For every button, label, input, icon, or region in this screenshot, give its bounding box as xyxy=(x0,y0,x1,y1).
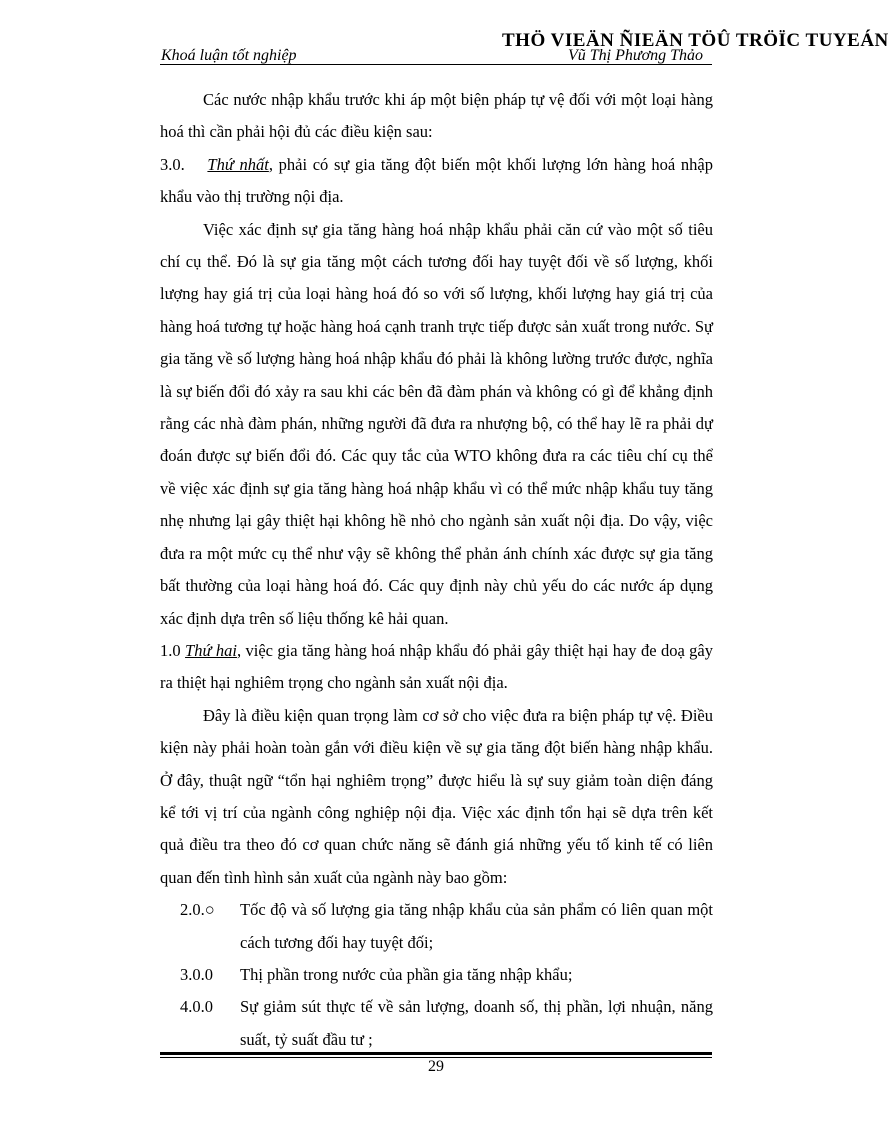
list-item-text: Thị phần trong nước của phần gia tăng nhập khẩu; xyxy=(240,964,573,984)
condition-first-number: 3.0. xyxy=(160,154,185,174)
condition-second-number: 1.0 xyxy=(160,640,181,660)
list-item xyxy=(180,894,713,959)
list-item xyxy=(180,959,713,991)
page-number: 29 xyxy=(428,1058,444,1075)
header-author: Vũ Thị Phương Thảo xyxy=(568,47,704,64)
condition-second-text: , việc gia tăng hàng hoá nhập khẩu đó phải gây thiệt hại hay đe doạ gây ra thiệt hại nghiêm trọng cho ngành sản xuất nội địa. xyxy=(160,640,713,693)
condition-second-lead: Thứ hai xyxy=(185,640,237,660)
list-item-number: 3.0.0 xyxy=(180,964,213,984)
condition-second xyxy=(160,635,713,700)
page-body xyxy=(160,84,713,1056)
condition-first xyxy=(160,149,713,214)
watermark-text: THÖ VIEÄN ÑIEÄN TÖÛ TRÖÏC TUYEÁN xyxy=(502,30,889,51)
footer-rule-thick xyxy=(160,1052,712,1055)
list-item xyxy=(180,991,713,1056)
condition-first-text: , phải có sự gia tăng đột biến một khối lượng lớn hàng hoá nhập khẩu vào thị trường nội địa. xyxy=(160,154,713,207)
list-item-number: 2.0.○ xyxy=(180,900,215,920)
paragraph-intro: Các nước nhập khẩu trước khi áp một biện pháp tự vệ đối với một loại hàng hoá thì cần phải hội đủ các điều kiện sau: xyxy=(160,90,713,142)
paragraph-import-increase: Việc xác định sự gia tăng hàng hoá nhập khẩu phải căn cứ vào một số tiêu chí cụ thể. Đó là sự gia tăng một cách tương đối hay tuyệt đối về số lượng, khối lượng hay giá trị của loại hàng hoá đó so với số lượng, khối lượng hay giá trị của hàng hoá tương tự hoặc hàng hoá cạnh tranh trực tiếp được sản xuất trong nước. Sự gia tăng về số lượng hàng hoá nhập khẩu đó phải là không lường trước được, nghĩa là sự biến đổi đó xảy ra sau khi các bên đã đàm phán và không có gì để khẳng định rằng các nhà đàm phán, những người đã đưa ra nhượng bộ, có thể hay lẽ ra phải dự đoán được sự biến đổi đó. Các quy tắc của WTO không đưa ra các tiêu chí cụ thể về việc xác định sự gia tăng hàng hoá nhập khẩu vì có thể mức nhập khẩu tuy tăng nhẹ nhưng lại gây thiệt hại không hề nhỏ cho ngành sản xuất nội địa. Do vậy, việc đưa ra một mức cụ thể như vậy sẽ không thể phản ánh chính xác được sự gia tăng bất thường của loại hàng hoá đó. Các quy định này chủ yếu do các nước áp dụng xác định dựa trên số liệu thống kê hải quan. xyxy=(160,219,713,628)
list-item-number: 4.0.0 xyxy=(180,997,213,1017)
list-item-text: Sự giảm sút thực tế về sản lượng, doanh số, thị phần, lợi nhuận, năng suất, tỷ suất đầu tư ; xyxy=(240,997,713,1049)
list-item-text: Tốc độ và số lượng gia tăng nhập khẩu của sản phẩm có liên quan một cách tương đối hay tuyệt đối; xyxy=(240,900,713,952)
header-left-title: Khoá luận tốt nghiệp xyxy=(161,47,297,64)
header-rule xyxy=(160,64,712,65)
paragraph-serious-injury: Đây là điều kiện quan trọng làm cơ sở cho việc đưa ra biện pháp tự vệ. Điều kiện này phải hoàn toàn gắn với điều kiện về sự gia tăng đột biến hàng nhập khẩu. Ở đây, thuật ngữ “tổn hại nghiêm trọng” được hiểu là sự suy giảm toàn diện đáng kể tới vị trí của ngành công nghiệp nội địa. Việc xác định tổn hại sẽ dựa trên kết quả điều tra theo đó cơ quan chức năng sẽ đánh giá những yếu tố kinh tế có liên quan đến tình hình sản xuất của ngành này bao gồm: xyxy=(160,705,713,887)
factor-list xyxy=(160,894,713,1056)
condition-first-lead: Thứ nhất xyxy=(207,154,269,174)
